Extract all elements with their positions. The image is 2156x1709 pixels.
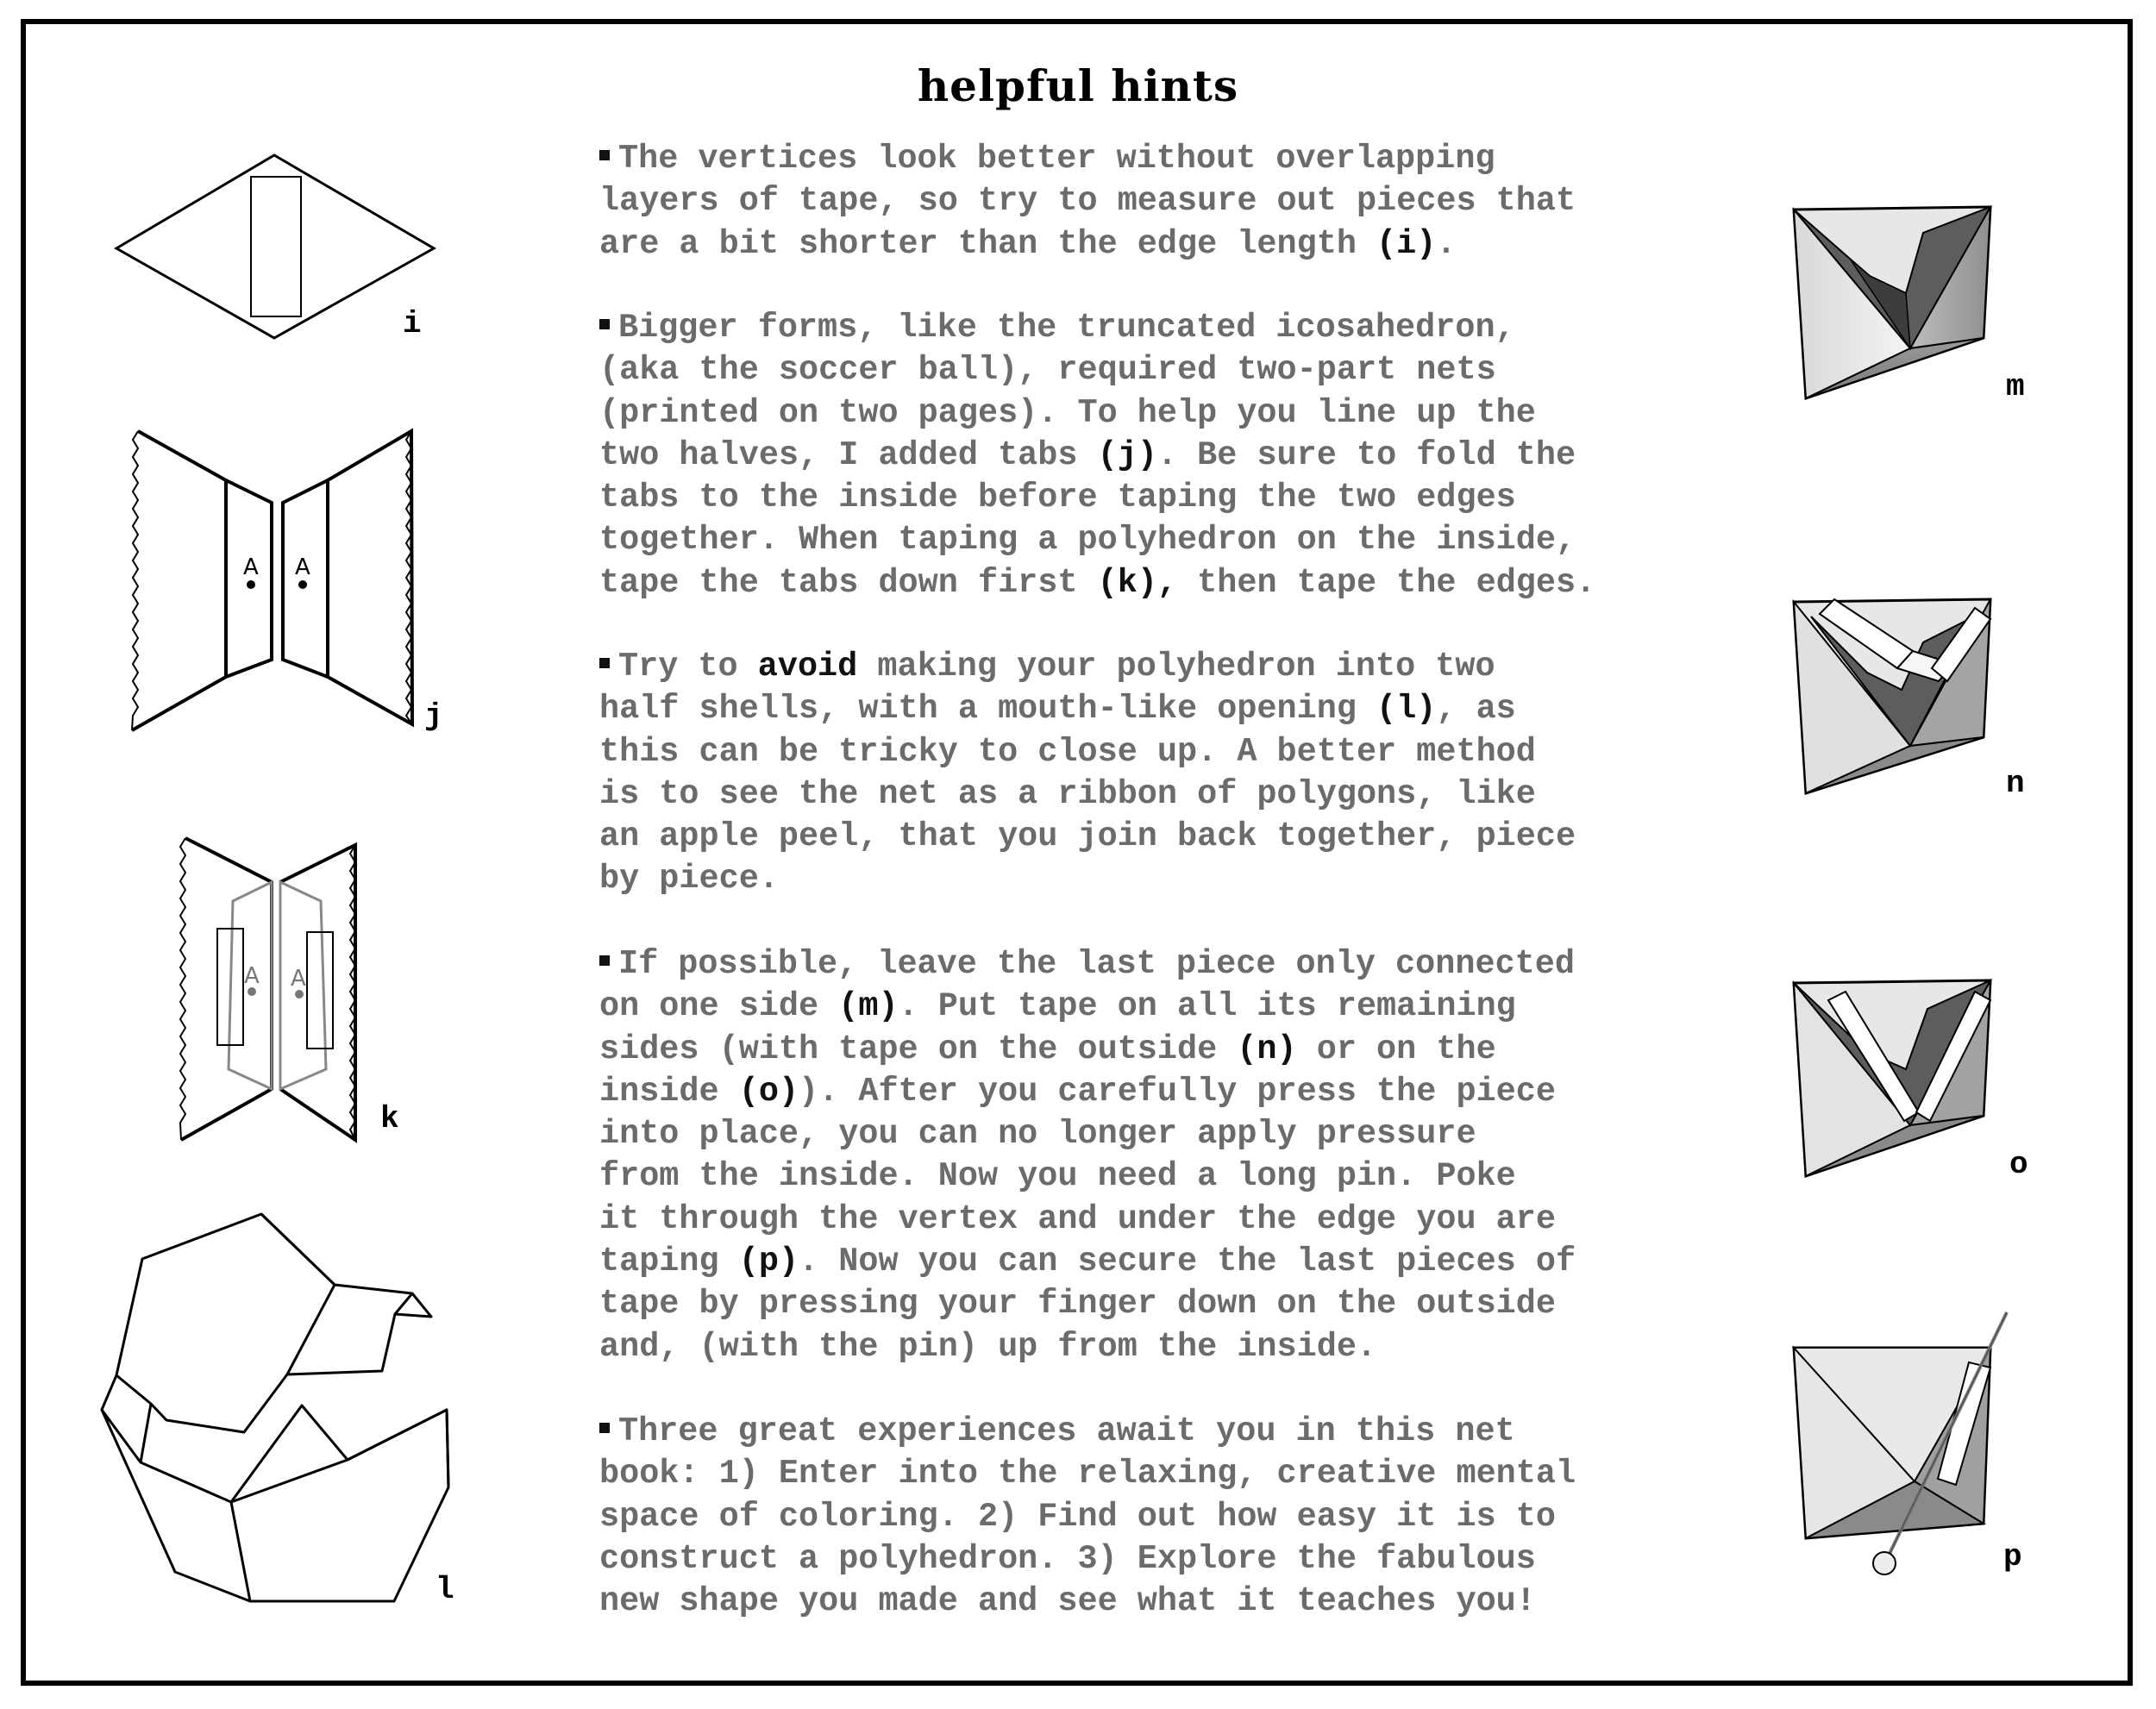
hint-text: . Put tape on all its remaining — [898, 987, 1516, 1026]
hint-text: on one side — [599, 987, 839, 1026]
figure-label-p: p — [2003, 1539, 2022, 1574]
figure-label-o: o — [2009, 1147, 2028, 1182]
emphasis-text: (k), — [1097, 563, 1178, 602]
hint-text: is to see the net as a ribbon of polygons, like — [599, 774, 1536, 813]
hint-text: . — [1436, 224, 1457, 263]
emphasis-text: (j) — [1097, 435, 1157, 474]
emphasis-text: (l) — [1376, 690, 1437, 729]
hint-text: Three great experiences await you in this net — [618, 1412, 1515, 1450]
hint-text: Bigger forms, like the truncated icosahedron, — [618, 309, 1515, 347]
hint-text: inside — [599, 1072, 739, 1111]
hint-text: together. When taping a polyhedron on the inside, — [599, 521, 1576, 560]
hint-text: into place, you can no longer apply pressure — [599, 1115, 1476, 1154]
hint-text: making your polyhedron into two — [857, 648, 1495, 685]
hint-text: ). After you carefully press the piece — [799, 1072, 1556, 1111]
emphasis-text: (i) — [1376, 224, 1437, 263]
tab-mark-j-right: A — [295, 554, 310, 580]
hint-text: or on the — [1296, 1030, 1496, 1068]
hint-text: sides (with tape on the outside — [599, 1030, 1238, 1068]
hint-text: If possible, leave the last piece only connected — [618, 945, 1575, 983]
hint-text: from the inside. Now you need a long pin. Poke — [599, 1157, 1516, 1196]
hint-text: (aka the soccer ball), required two-part nets — [599, 351, 1496, 390]
hint-text: new shape you made and see what it teaches you! — [599, 1582, 1536, 1621]
figure-label-k: k — [380, 1101, 399, 1136]
hint-text: it through the vertex and under the edge you are — [599, 1199, 1556, 1238]
figure-label-i: i — [403, 306, 422, 341]
hint-text: half shells, with a mouth-like opening — [599, 690, 1377, 729]
emphasis-text: avoid — [757, 648, 858, 685]
hint-text: tape the tabs down first — [599, 563, 1098, 602]
page-title: helpful hints — [917, 60, 1239, 111]
tab-mark-j-left: A — [243, 554, 259, 580]
hint-text: layers of tape, so try to measure out pieces that — [599, 182, 1576, 221]
hint-text: tabs to the inside before taping the two edges — [599, 479, 1516, 517]
hint-text: and, (with the pin) up from the inside. — [599, 1327, 1377, 1366]
hint-text: two halves, I added tabs — [599, 435, 1098, 474]
figure-label-l: l — [436, 1572, 454, 1607]
hint-text: space of coloring. 2) Find out how easy it is to — [599, 1497, 1556, 1536]
hint-text: construct a polyhedron. 3) Explore the fabulous — [599, 1539, 1536, 1578]
tab-mark-k-right: A — [291, 966, 306, 992]
hint-text: this can be tricky to close up. A better method — [599, 732, 1536, 771]
hint-text: are a bit shorter than the edge length — [599, 224, 1377, 263]
emphasis-text: (m) — [838, 987, 899, 1026]
hint-text: tape by pressing your finger down on the outside — [599, 1285, 1556, 1324]
hint-text: an apple peel, that you join back together, piece — [599, 817, 1576, 856]
figure-label-m: m — [2006, 369, 2025, 404]
hint-text: , as — [1436, 690, 1516, 729]
hint-text: Try to — [618, 648, 758, 685]
hint-text: . Be sure to fold the — [1156, 435, 1576, 474]
hint-text: The vertices look better without overlapping — [618, 140, 1495, 178]
figure-label-j: j — [424, 698, 443, 734]
hint-text: (printed on two pages). To help you line up the — [599, 393, 1536, 432]
hint-text: then tape the edges. — [1177, 563, 1596, 602]
emphasis-text: (o) — [738, 1072, 799, 1111]
hint-text: taping — [599, 1243, 739, 1281]
emphasis-text: (p) — [738, 1243, 799, 1281]
figure-label-n: n — [2006, 766, 2025, 801]
hint-text: by piece. — [599, 860, 779, 898]
tab-mark-k-left: A — [244, 963, 260, 989]
hint-text: . Now you can secure the last pieces of — [799, 1243, 1576, 1281]
hint-text: book: 1) Enter into the relaxing, creative mental — [599, 1455, 1576, 1493]
emphasis-text: (n) — [1237, 1030, 1297, 1068]
